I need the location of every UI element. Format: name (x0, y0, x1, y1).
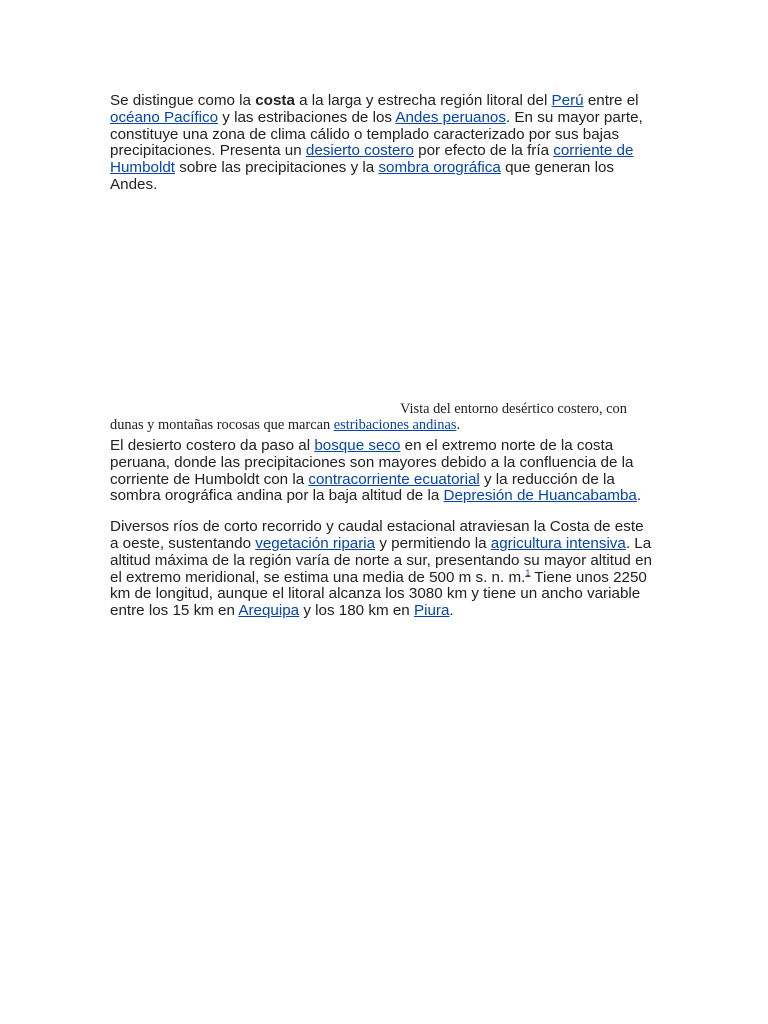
link-andes-peruanos[interactable]: Andes peruanos (395, 108, 506, 126)
intro-text-4: y las estribaciones de los (218, 108, 396, 126)
intro-text-1: Se distingue como la (110, 92, 256, 109)
rivers-text-2: y permitiendo la (375, 534, 491, 552)
intro-text-3: entre el (583, 92, 639, 109)
image-placeholder (110, 194, 656, 401)
intro-text-8: que generan los Andes. (110, 159, 615, 193)
link-depresion-huancabamba[interactable]: Depresión de Huancabamba (443, 487, 637, 505)
rivers-text-6: . (449, 602, 454, 620)
intro-text-2: a la larga y estrecha región litoral del (294, 92, 552, 109)
desert-text-2: en el extremo norte de la costa peruana, donde las precipitaciones son mayores debido a la confluencia de la corriente de Humboldt con la (110, 436, 634, 488)
link-agricultura-intensiva[interactable]: agricultura intensiva (490, 534, 626, 552)
rivers-text-1: Diversos ríos de corto recorrido y caudal estacional atraviesan la Costa de este a oeste, sustentando (110, 518, 644, 552)
link-peru[interactable]: Perú (551, 92, 584, 109)
link-arequipa[interactable]: Arequipa (238, 602, 300, 620)
desert-text-3: y la reducción de la sombra orográfica andina por la baja altitud de la (110, 470, 615, 505)
link-contracorriente-ecuatorial[interactable]: contracorriente ecuatorial (308, 470, 480, 488)
costa-term: costa (255, 92, 295, 109)
rivers-text-5: y los 180 km en (299, 602, 414, 620)
intro-text-7: sobre las precipitaciones y la (175, 159, 379, 177)
caption-text-2: . (456, 417, 461, 434)
link-vegetacion-riparia[interactable]: vegetación riparia (255, 534, 376, 552)
intro-paragraph (110, 93, 656, 194)
rivers-text-4: Tiene unos 2250 km de longitud, aunque el litoral alcanza los 3080 km y tiene un ancho variable entre los 15 km en (110, 568, 647, 620)
desert-text-1: El desierto costero da paso al (110, 436, 315, 454)
image-caption (110, 401, 656, 434)
link-desierto-costero[interactable]: desierto costero (305, 142, 414, 160)
rivers-text-3: . La altitud máxima de la región varía de norte a sur, presentando su mayor altitud en el extremo meridional, se estima una media de 500 m s. n. m. (110, 534, 652, 586)
link-oceano-pacifico[interactable]: océano Pacífico (110, 108, 219, 126)
link-bosque-seco[interactable]: bosque seco (314, 436, 401, 454)
desert-text-4: . (636, 487, 642, 505)
reference-link[interactable]: 1 (525, 567, 531, 578)
article-body (110, 93, 656, 620)
intro-text-5: . En su mayor parte, constituye una zona de clima cálido o templado caracterizado por sus bajas precipitaciones. Presenta un (110, 108, 643, 160)
intro-text-6: por efecto de la fría (413, 142, 554, 160)
link-estribaciones-andinas[interactable]: estribaciones andinas (333, 417, 457, 434)
link-piura[interactable]: Piura (413, 602, 450, 620)
rivers-paragraph (110, 519, 656, 620)
caption-text-1: Vista del entorno desértico costero, con dunas y montañas rocosas que marcan (110, 400, 627, 434)
desert-paragraph (110, 438, 656, 505)
link-corriente-humboldt[interactable]: corriente de Humboldt (110, 142, 634, 177)
link-sombra-orografica[interactable]: sombra orográfica (378, 159, 501, 177)
